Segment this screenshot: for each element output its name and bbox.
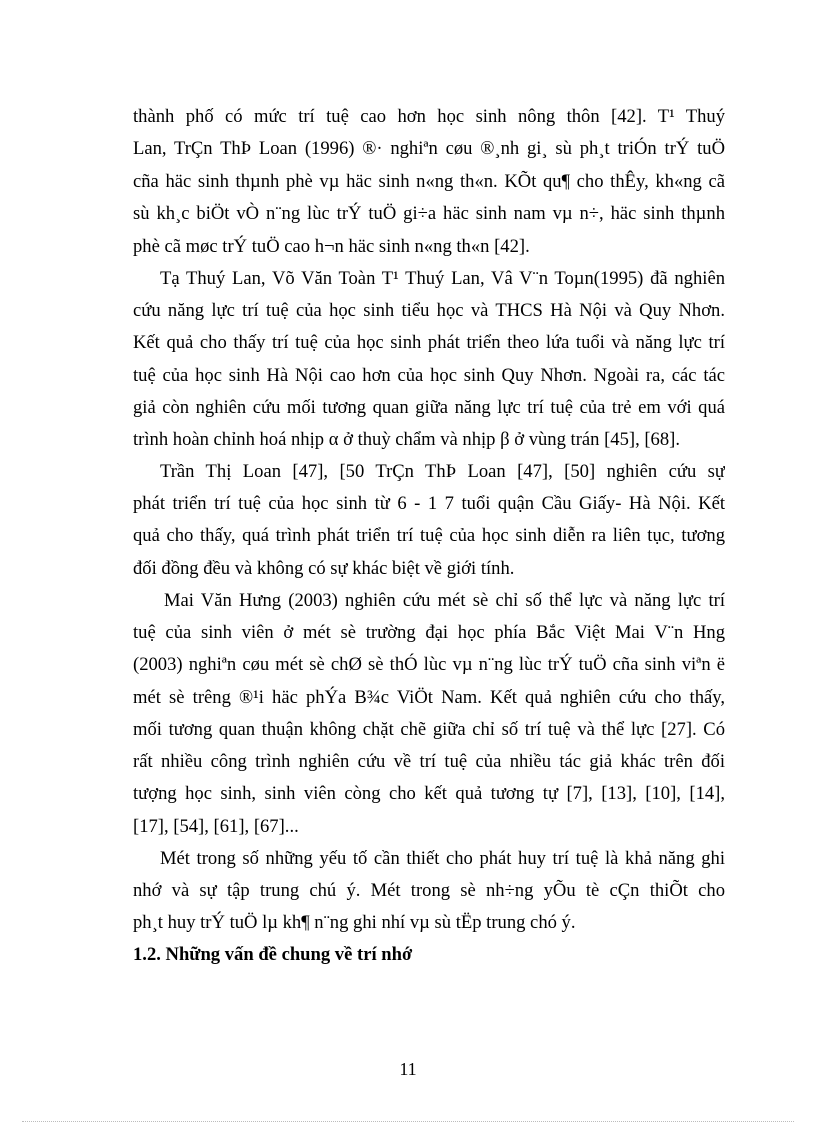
page-number: 11 [399, 1059, 417, 1079]
body-line: cña häc sinh thµnh phè vµ häc sinh n«ng th«n. KÕt qu¶ cho thÊy, kh«ng cã [133, 171, 725, 192]
body-line: Trần Thị Loan [47], [50 TrÇn ThÞ Loan [47], [50] nghiên cứu sự [160, 461, 725, 482]
body-line: mét sè trêng ®¹i häc phÝa B¾c ViÖt Nam. Kết quả nghiên cứu cho thấy, [133, 687, 725, 708]
body-line: mối tương quan thuận không chặt chẽ giữa chỉ số trí tuệ và thể lực [27]. Có [133, 719, 725, 740]
body-line: phè cã møc trÝ tuÖ cao h¬n häc sinh n«ng th«n [42]. [133, 236, 530, 257]
section-heading: 1.2. Những vấn đề chung về trí nhớ [133, 944, 413, 965]
body-line: tượng học sinh, sinh viên còng cho kết quả tương tự [7], [13], [10], [14], [133, 783, 725, 804]
body-line: tuệ của sinh viên ở mét sè trường đại học phía Bắc Việt Mai V¨n Hng [133, 622, 725, 643]
body-line: tuệ của học sinh Hà Nội cao hơn của học sinh Quy Nhơn. Ngoài ra, các tác [133, 365, 725, 386]
body-line: ph¸t huy trÝ tuÖ lµ kh¶ n¨ng ghi nhí vµ sù tËp trung chó ý. [133, 912, 576, 933]
body-line: nhớ và sự tập trung chú ý. Mét trong sè nh÷ng yÕu tè cÇn thiÕt cho [133, 880, 725, 901]
body-line: sù kh¸c biÖt vÒ n¨ng lùc trÝ tuÖ gi÷a häc sinh nam vµ n÷, häc sinh thµnh [133, 203, 725, 224]
body-line: Tạ Thuý Lan, Võ Văn Toàn T¹ Thuý Lan, Vâ V¨n Toµn(1995) đã nghiên [160, 268, 725, 289]
body-line: thành phố có mức trí tuệ cao hơn học sinh nông thôn [42]. T¹ Thuý [133, 106, 725, 127]
body-line: giả còn nghiên cứu mối tương quan giữa năng lực trí tuệ của trẻ em với quá [133, 397, 725, 418]
body-line: đối đồng đều và không có sự khác biệt về giới tính. [133, 558, 515, 579]
body-line: Lan, TrÇn ThÞ Loan (1996) ®· nghiªn cøu ®¸nh gi¸ sù ph¸t triÓn trÝ tuÖ [133, 138, 725, 159]
page-bottom-divider [22, 1121, 794, 1122]
body-line: Mai Văn Hưng (2003) nghiên cứu mét sè chỉ số thể lực và năng lực trí [164, 590, 725, 611]
body-line: [17], [54], [61], [67]... [133, 816, 299, 837]
body-line: rất nhiều công trình nghiên cứu về trí tuệ của nhiều tác giả khác trên đối [133, 751, 725, 772]
body-line: trình hoàn chỉnh hoá nhịp α ở thuỳ chẩm và nhịp β ở vùng trán [45], [68]. [133, 429, 680, 450]
body-line: Mét trong số những yếu tố cần thiết cho phát huy trí tuệ là khả năng ghi [160, 848, 725, 869]
body-line: quả cho thấy, quá trình phát triển trí tuệ của học sinh diễn ra liên tục, tương [133, 525, 725, 546]
body-line: phát triển trí tuệ của học sinh từ 6 - 1 7 tuổi quận Cầu Giấy- Hà Nội. Kết [133, 493, 725, 514]
body-line: Kết quả cho thấy trí tuệ của học sinh phát triển theo lứa tuổi và năng lực trí [133, 332, 725, 353]
body-line: (2003) nghiªn cøu mét sè chØ sè thÓ lùc vµ n¨ng lùc trÝ tuÖ cña sinh viªn ë [133, 654, 725, 675]
body-line: cứu năng lực trí tuệ của học sinh tiểu học và THCS Hà Nội và Quy Nhơn. [133, 300, 725, 321]
